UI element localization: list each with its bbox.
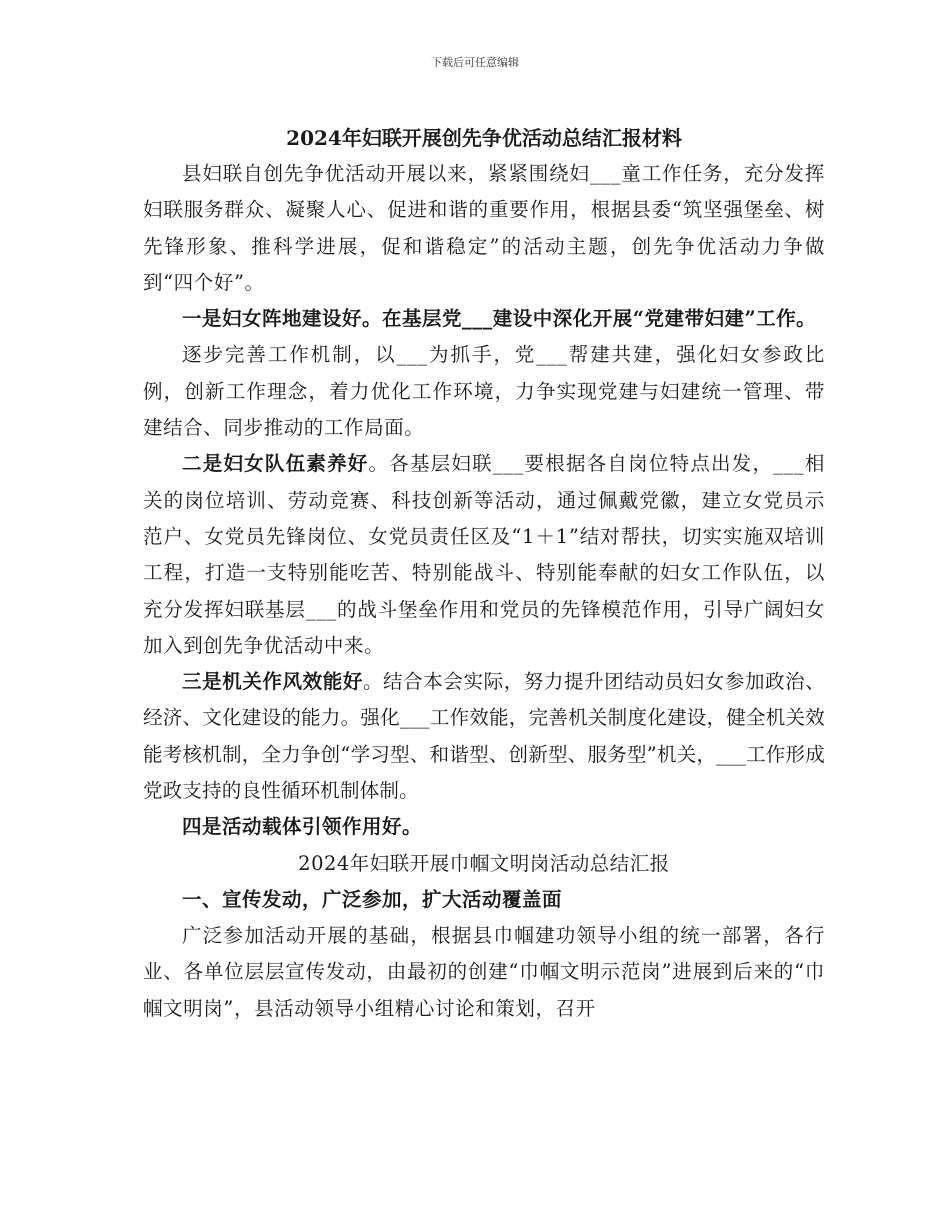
second-document-title: 2024年妇联开展巾帼文明岗活动总结汇报	[298, 851, 670, 875]
item3-body: 。结合本会实际，努力提升团结动员妇女参加政治、经济、文化建设的能力。强化___工作效能，完善机关制度化建设，健全机关效能考核机制，全力争创“学习型、和谐型、创新型、服务型”机关，___工作形成党政支持的良性循环机制体制。	[143, 670, 825, 803]
header-note: 下载后可任意编辑	[431, 56, 519, 69]
item3-lead: 三是机关作风效能好	[182, 670, 363, 694]
document-body	[143, 120, 825, 1027]
item1-heading: 一是妇女阵地建设好。在基层党___建设中深化开展“党建带妇建”工作。	[182, 307, 817, 331]
item2-body: 。各基层妇联___要根据各自岗位特点出发，___相关的岗位培训、劳动竞赛、科技创新等活动，通过佩戴党徽，建立女党员示范户、女党员先锋岗位、女党员责任区及“1＋1”结对帮扶，切实实施双培训工程，打造一支特别能吃苦、特别能战斗、特别能奉献的妇女工作队伍，以充分发挥妇联基层___的战斗堡垒作用和党员的先锋模范作用，引导广阔妇女加入到创先争优活动中来。	[143, 452, 825, 657]
intro-paragraph: 县妇联自创先争优活动开展以来，紧紧围绕妇___童工作任务，充分发挥妇联服务群众、凝聚人心、促进和谐的重要作用，根据县委“筑坚强堡垒、树先锋形象、推科学进展，促和谐稳定”的活动主题，创先争优活动力争做到“四个好”。	[143, 162, 825, 294]
section1-paragraph: 广泛参加活动开展的基础，根据县巾帼建功领导小组的统一部署，各行业、各单位层层宣传发动，由最初的创建“巾帼文明示范岗”进展到后来的“巾帼文明岗”，县活动领导小组精心讨论和策划，召开	[143, 923, 825, 1020]
item1-paragraph: 逐步完善工作机制，以___为抓手，党___帮建共建，强化妇女参政比例，创新工作理念，着力优化工作环境，力争实现党建与妇建统一管理、带建结合、同步推动的工作局面。	[143, 343, 825, 440]
item4-heading: 四是活动载体引领作用好。	[182, 815, 423, 839]
item3-paragraph	[143, 664, 825, 809]
item2-paragraph	[143, 446, 825, 664]
document-title: 2024年妇联开展创先争优活动总结汇报材料	[286, 126, 682, 150]
item2-lead: 二是妇女队伍素养好	[182, 452, 369, 476]
section1-heading: 一、宣传发动，广泛参加，扩大活动覆盖面	[182, 887, 563, 911]
